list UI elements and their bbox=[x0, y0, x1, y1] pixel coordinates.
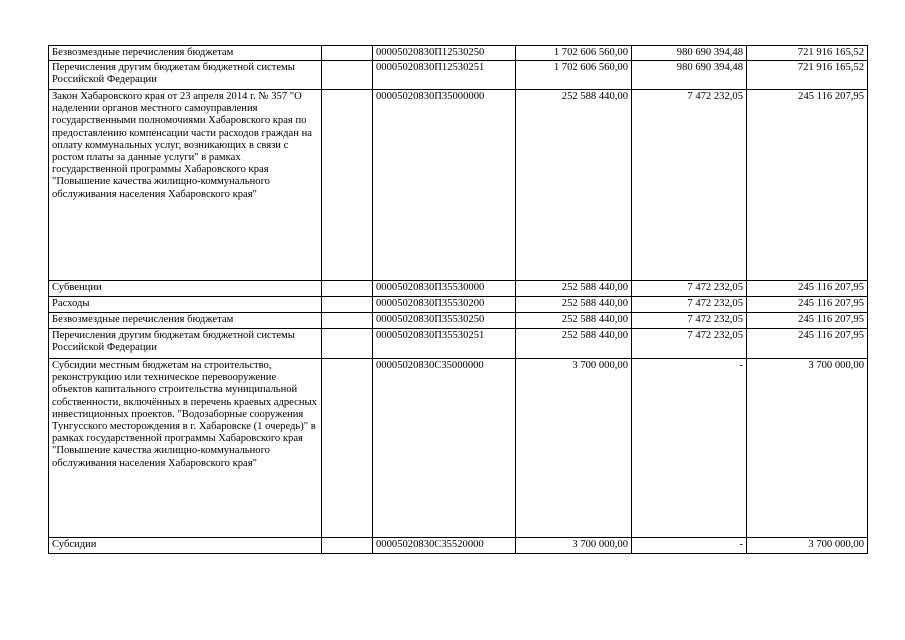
row-value-2: 7 472 232,05 bbox=[632, 297, 747, 313]
row-value-2: - bbox=[632, 359, 747, 538]
row-value-2: 980 690 394,48 bbox=[632, 61, 747, 90]
row-name: Безвозмездные перечисления бюджетам bbox=[49, 313, 322, 329]
row-name: Расходы bbox=[49, 297, 322, 313]
row-name: Субвенции bbox=[49, 281, 322, 297]
row-value-2: 7 472 232,05 bbox=[632, 329, 747, 359]
row-name: Перечисления другим бюджетам бюджетной системы Российской Федерации bbox=[49, 329, 322, 359]
row-value-2: 7 472 232,05 bbox=[632, 90, 747, 281]
row-value-3: 245 116 207,95 bbox=[747, 297, 868, 313]
row-value-2: 7 472 232,05 bbox=[632, 281, 747, 297]
row-value-1: 1 702 606 560,00 bbox=[516, 61, 632, 90]
row-code: 00005020830П12530250 bbox=[373, 46, 516, 61]
row-value-3: 245 116 207,95 bbox=[747, 329, 868, 359]
row-code: 00005020830П35530250 bbox=[373, 313, 516, 329]
row-value-3: 721 916 165,52 bbox=[747, 61, 868, 90]
row-name: Закон Хабаровского края от 23 апреля 2014 г. № 357 "О наделении органов местного самоуправления государственными полномочиями Хабаровского края по предоставлению компенсации части расходов граждан на оплату коммунальных услуг, возникающих в связи с ростом платы за данные услуги" в рамках государственной программы Хабаровского края "Повышение качества жилищно-коммунального обслуживания населения Хабаровского края" bbox=[49, 90, 322, 281]
table-row bbox=[49, 61, 868, 90]
row-code: 00005020830П35530200 bbox=[373, 297, 516, 313]
row-name: Субсидии местным бюджетам на строительство, реконструкцию или техническое перевооружение объектов капитального строительства муниципальной собственности, включённых в перечень краевых адресных инвестиционных проектов. "Водозаборные сооружения Тунгусского месторождения в г. Хабаровске (1 очередь)" в рамках государственной программы Хабаровского края "Повышение качества жилищно-коммунального обслуживания населения Хабаровского края" bbox=[49, 359, 322, 538]
row-code: 00005020830С35520000 bbox=[373, 538, 516, 554]
row-value-3: 245 116 207,95 bbox=[747, 90, 868, 281]
row-code: 00005020830П35000000 bbox=[373, 90, 516, 281]
table-row bbox=[49, 329, 868, 359]
row-code: 00005020830П12530251 bbox=[373, 61, 516, 90]
row-code: 00005020830П35530251 bbox=[373, 329, 516, 359]
table-row bbox=[49, 538, 868, 554]
row-value-1: 1 702 606 560,00 bbox=[516, 46, 632, 61]
row-value-2: 980 690 394,48 bbox=[632, 46, 747, 61]
empty-cell bbox=[322, 281, 373, 297]
empty-cell bbox=[322, 297, 373, 313]
row-code: 00005020830С35000000 bbox=[373, 359, 516, 538]
row-value-1: 252 588 440,00 bbox=[516, 313, 632, 329]
table-row bbox=[49, 297, 868, 313]
empty-cell bbox=[322, 46, 373, 61]
row-name: Перечисления другим бюджетам бюджетной системы Российской Федерации bbox=[49, 61, 322, 90]
row-value-1: 252 588 440,00 bbox=[516, 281, 632, 297]
budget-table bbox=[48, 45, 868, 554]
row-value-1: 3 700 000,00 bbox=[516, 538, 632, 554]
empty-cell bbox=[322, 313, 373, 329]
row-value-3: 721 916 165,52 bbox=[747, 46, 868, 61]
empty-cell bbox=[322, 329, 373, 359]
row-value-3: 3 700 000,00 bbox=[747, 359, 868, 538]
table-row bbox=[49, 90, 868, 281]
empty-cell bbox=[322, 90, 373, 281]
row-value-3: 245 116 207,95 bbox=[747, 281, 868, 297]
row-value-3: 3 700 000,00 bbox=[747, 538, 868, 554]
table-row bbox=[49, 313, 868, 329]
empty-cell bbox=[322, 359, 373, 538]
table-row bbox=[49, 46, 868, 61]
row-code: 00005020830П35530000 bbox=[373, 281, 516, 297]
row-value-2: - bbox=[632, 538, 747, 554]
row-value-1: 252 588 440,00 bbox=[516, 329, 632, 359]
empty-cell bbox=[322, 61, 373, 90]
empty-cell bbox=[322, 538, 373, 554]
row-value-1: 252 588 440,00 bbox=[516, 297, 632, 313]
row-value-2: 7 472 232,05 bbox=[632, 313, 747, 329]
row-value-1: 3 700 000,00 bbox=[516, 359, 632, 538]
row-name: Безвозмездные перечисления бюджетам bbox=[49, 46, 322, 61]
row-name: Субсидии bbox=[49, 538, 322, 554]
table-row bbox=[49, 359, 868, 538]
table-row bbox=[49, 281, 868, 297]
row-value-3: 245 116 207,95 bbox=[747, 313, 868, 329]
row-value-1: 252 588 440,00 bbox=[516, 90, 632, 281]
